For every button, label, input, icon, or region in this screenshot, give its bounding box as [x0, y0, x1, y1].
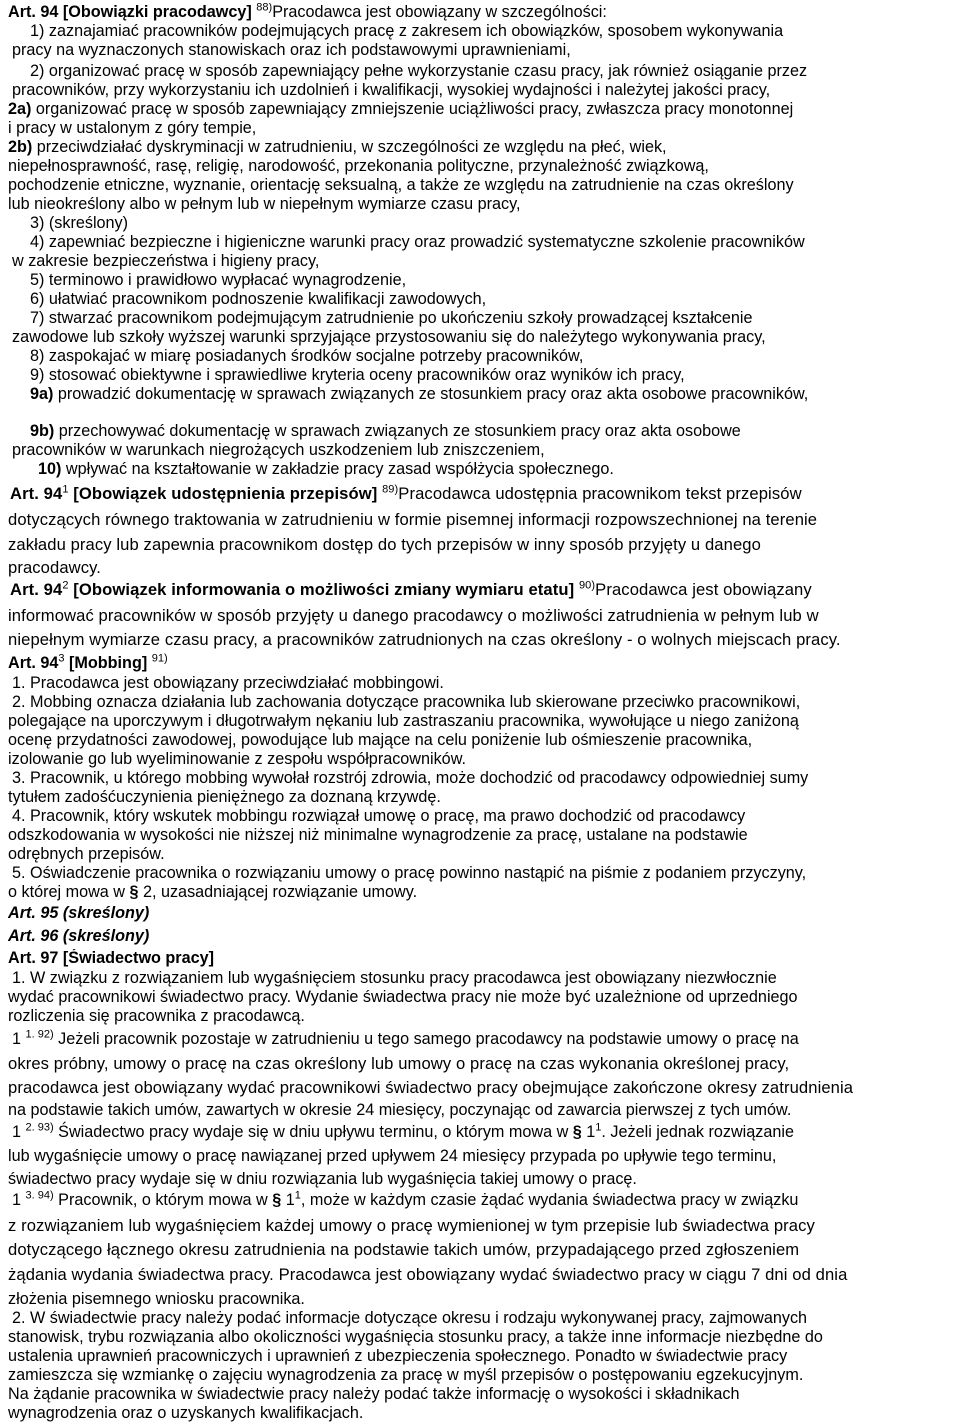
art94-2-heading-line	[8, 577, 952, 603]
art94-1-text: Pracodawca udostępnia pracownikom tekst przepisów	[398, 484, 802, 503]
art94-3-par-4-line-2: odszkodowania w wysokości nie niższej niż minimalne wynagrodzenie za pracę, ustalane na podstawie	[8, 826, 748, 844]
item-number: 10)	[38, 460, 62, 478]
art94-1-line-2: dotyczących równego traktowania w zatrudnieniu w formie pisemnej informacji rozpowszechnionej na terenie	[8, 510, 818, 529]
art97-par-1-2-line-1	[12, 1119, 956, 1143]
art94-3-heading-line	[8, 652, 952, 674]
superscript: 1. 92)	[25, 1028, 54, 1041]
art94-item-4-line-1: 4) zapewniać bezpieczne i higieniczne warunki pracy oraz prowadzić systematyczne szkolenie pracowników	[30, 233, 805, 251]
section-sign: §	[272, 1191, 282, 1209]
art97-par-1-1-line-4: na podstawie takich umów, zawartych w okresie 24 miesięcy, poczynając od zawarcia pierwszej z tych umów.	[8, 1101, 792, 1119]
art94-intro: Pracodawca jest obowiązany w szczególności:	[272, 3, 607, 21]
item-number: 9b)	[30, 422, 55, 440]
footnote-ref: 88)	[256, 3, 273, 14]
art94-item-9b-line-2: pracowników w warunkach niegrożących uszkodzeniem lub zniszczeniem,	[12, 441, 545, 459]
art97-par-1-1-line-1	[12, 1026, 956, 1050]
art94-2-heading: Art. 94	[10, 580, 63, 599]
art94-3-heading: Art. 94	[8, 654, 59, 672]
art95-heading: Art. 95 (skreślony)	[8, 904, 150, 922]
art94-2-text: Pracodawca jest obowiązany	[595, 580, 812, 599]
art94-item-2b-line-4: lub nieokreślony albo w pełnym lub w niepełnym wymiarze czasu pracy,	[8, 195, 521, 213]
art97-par-1-3-line-2: z rozwiązaniem lub wygaśnięciem każdej umowy o pracę wymienionej w tym przepisie lub świadectwa pracy	[8, 1216, 815, 1235]
art94-3-par-4-line-1: 4. Pracownik, który wskutek mobbingu rozwiązał umowę o pracę, ma prawo dochodzić od pracodawcy	[12, 807, 746, 825]
art94-item-7-line-2: zawodowe lub szkoły wyższej warunki sprzyjające przystosowaniu się do należytego wykonywania pracy,	[12, 328, 766, 346]
art97-par-1-2-line-2: lub wygaśnięcie umowy o pracę nawiązanej przed upływem 24 miesięcy przypada po upływie tego terminu,	[8, 1147, 777, 1165]
superscript: 1	[62, 483, 69, 496]
section-sign: §	[129, 883, 139, 901]
art94-item-4-line-2: w zakresie bezpieczeństwa i higieny pracy,	[12, 252, 320, 270]
text-run: o której mowa w	[8, 883, 130, 901]
art94-3-par-3-line-2: tytułem zadośćuczynienia pieniężnego za doznaną krzywdę.	[8, 788, 441, 806]
art94-item-2b-line-1	[8, 138, 952, 157]
art94-3-title: [Mobbing]	[69, 654, 148, 672]
text-run: 1	[581, 1123, 596, 1141]
text-run: . Jeżeli jednak rozwiązanie	[601, 1123, 794, 1141]
section-sign: §	[572, 1123, 582, 1141]
art94-item-1-line-2: pracy na wyznaczonych stanowiskach oraz ich podstawowymi uprawnieniami,	[12, 41, 571, 59]
art94-heading-line	[8, 3, 952, 22]
art94-item-9b-line-1	[30, 422, 952, 441]
art94-item-6: 6) ułatwiać pracownikom podnoszenie kwalifikacji zawodowych,	[30, 290, 487, 308]
footnote-ref: 91)	[151, 652, 168, 665]
art97-par-2-line-1: 2. W świadectwie pracy należy podać informacje dotyczące okresu i rodzaju wykonywanej pracy, zajmowanych	[12, 1309, 808, 1327]
item-text: prowadzić dokumentację w sprawach związanych ze stosunkiem pracy oraz akta osobowe pracowników,	[53, 385, 809, 403]
art97-par-1-line-3: rozliczenia się pracownika z pracodawcą.	[8, 1007, 305, 1025]
art94-item-8: 8) zaspokajać w miarę posiadanych środków socjalne potrzeby pracowników,	[30, 347, 584, 365]
art94-3-par-4-line-3: odrębnych przepisów.	[8, 845, 165, 863]
art97-heading: Art. 97 [Świadectwo pracy]	[8, 949, 215, 967]
art94-item-3: 3) (skreślony)	[30, 214, 129, 232]
art94-1-line-4: pracodawcy.	[8, 558, 102, 577]
art94-heading: Art. 94 [Obowiązki pracodawcy]	[8, 3, 252, 21]
footnote-ref: 89)	[382, 483, 399, 496]
art94-1-heading-line	[8, 482, 952, 506]
text-run: 1	[281, 1191, 295, 1209]
art97-par-1-2-line-3: świadectwo pracy wydaje się w dniu rozwiązania lub wygaśnięcia takiej umowy o pracę.	[8, 1170, 637, 1188]
art94-3-par-5-line-2	[8, 883, 952, 902]
art94-item-2a-line-2: i pracy w ustalonym z góry tempie,	[8, 119, 257, 137]
item-text: organizować pracę w sposób zapewniający zmniejszenie uciążliwości pracy, zwłaszcza pracy monotonnej	[31, 100, 794, 118]
text-run: Pracownik, o którym mowa w	[53, 1191, 273, 1209]
art94-item-10	[38, 460, 960, 479]
art97-par-2-line-3: ustalenia uprawnień pracowniczych i uprawnień z ubezpieczenia społecznego. Ponadto w świadectwie pracy	[8, 1347, 788, 1365]
item-text: przeciwdziałać dyskryminacji w zatrudnieniu, w szczególności ze względu na płeć, wiek,	[32, 138, 667, 156]
text-run: Jeżeli pracownik pozostaje w zatrudnieniu u tego samego pracodawcy na podstawie umowy o pracę na	[53, 1030, 799, 1048]
art94-item-9a	[30, 385, 952, 404]
art94-1-heading: Art. 94	[10, 484, 63, 503]
art94-3-par-2-line-4: izolowanie go lub wyeliminowanie z zespołu współpracowników.	[8, 750, 466, 768]
art94-item-9: 9) stosować obiektywne i sprawiedliwe kryteria oceny pracowników oraz wyników ich pracy,	[30, 366, 685, 384]
text-run: 2, uzasadniającej rozwiązanie umowy.	[138, 883, 418, 901]
art94-3-par-2-line-1: 2. Mobbing oznacza działania lub zachowania dotyczące pracownika lub skierowane przeciwko pracownikowi,	[12, 693, 801, 711]
text-run: Świadectwo pracy wydaje się w dniu upływu terminu, o którym mowa w	[53, 1123, 573, 1141]
art97-par-1-3-line-4: żądania wydania świadectwa pracy. Pracodawca jest obowiązany wydać świadectwo pracy w ciągu 7 dni od dnia	[8, 1265, 848, 1284]
art97-par-2-line-2: stanowisk, trybu rozwiązania albo okoliczności wygaśnięcia stosunku pracy, a także inne informacje niezbędne do	[8, 1328, 823, 1346]
art94-item-2-line-2: pracowników, przy wykorzystaniu ich uzdolnień i kwalifikacji, wysokiej wydajności i należytej jakości pracy,	[12, 81, 771, 99]
art94-2-title: [Obowiązek informowania o możliwości zmiany wymiaru etatu]	[73, 580, 575, 599]
art96-heading: Art. 96 (skreślony)	[8, 927, 150, 945]
paragraph-number: 1	[12, 1191, 22, 1209]
superscript: 3. 94)	[25, 1189, 54, 1202]
art94-3-par-1: 1. Pracodawca jest obowiązany przeciwdziałać mobbingowi.	[12, 674, 444, 692]
art94-item-7-line-1: 7) stwarzać pracownikom podejmującym zatrudnienie po ukończeniu szkoły prowadzącej kształcenie	[30, 309, 753, 327]
superscript: 1	[294, 1189, 301, 1202]
art97-par-2-line-5: Na żądanie pracownika w świadectwie pracy należy podać także informację o wysokości i składnikach	[8, 1385, 740, 1403]
art97-par-1-3-line-5: złożenia pisemnego wniosku pracownika.	[8, 1290, 305, 1308]
item-text: wpływać na kształtowanie w zakładzie pracy zasad współżycia społecznego.	[61, 460, 614, 478]
text-run: , może w każdym czasie żądać wydania świadectwa pracy w związku	[300, 1191, 799, 1209]
superscript: 1	[595, 1121, 602, 1134]
item-text: przechowywać dokumentację w sprawach związanych ze stosunkiem pracy oraz akta osobowe	[54, 422, 741, 440]
art94-item-5: 5) terminowo i prawidłowo wypłacać wynagrodzenie,	[30, 271, 407, 289]
art94-3-par-2-line-2: polegające na uporczywym i długotrwałym nękaniu lub zastraszaniu pracownika, wywołujące u niego zaniżoną	[8, 712, 799, 730]
art97-par-1-3-line-3: dotyczącego łącznego okresu zatrudnienia na podstawie takich umów, przypadającego przed zgłoszeniem	[8, 1240, 800, 1259]
item-number: 9a)	[30, 385, 54, 403]
art94-item-2a-line-1	[8, 100, 952, 119]
art94-item-2b-line-2: niepełnosprawność, rasę, religię, narodowość, przekonania polityczne, przynależność związkową,	[8, 157, 709, 175]
art94-item-2b-line-3: pochodzenie etniczne, wyznanie, orientację seksualną, a także ze względu na zatrudnienie na czas określony	[8, 176, 794, 194]
art94-3-par-5-line-1: 5. Oświadczenie pracownika o rozwiązaniu umowy o pracę powinno nastąpić na piśmie z podaniem przyczyny,	[12, 864, 807, 882]
art94-item-1-line-1: 1) zaznajamiać pracowników podejmujących pracę z zakresem ich obowiązków, sposobem wykonywania	[30, 22, 784, 40]
art97-par-1-3-line-1	[12, 1187, 956, 1211]
footnote-ref: 90)	[578, 579, 596, 592]
art97-par-1-line-1: 1. W związku z rozwiązaniem lub wygaśnięciem stosunku pracy pracodawca jest obowiązany niezwłocznie	[12, 969, 777, 987]
art97-par-1-line-2: wydać pracownikowi świadectwo pracy. Wydanie świadectwa pracy nie może być uzależnione od uprzedniego	[8, 988, 798, 1006]
art97-par-1-1-line-2: okres próbny, umowy o pracę na czas określony lub umowy o pracę na czas wykonania określonej pracy,	[8, 1054, 790, 1073]
superscript: 3	[58, 652, 65, 665]
item-number: 2b)	[8, 138, 33, 156]
paragraph-number: 1	[12, 1123, 22, 1141]
paragraph-number: 1	[12, 1030, 22, 1048]
superscript: 2. 93)	[25, 1121, 54, 1134]
art94-item-2-line-1: 2) organizować pracę w sposób zapewniający pełne wykorzystanie czasu pracy, jak również osiąganie przez	[30, 62, 808, 80]
art94-2-line-3: niepełnym wymiarze czasu pracy, a pracowników zatrudnionych na czas określony - o wolnych miejscach pracy.	[8, 630, 841, 649]
art97-par-2-line-4: zamieszcza się wzmiankę o zajęciu wynagrodzenia za pracę w myśl przepisów o postępowaniu egzekucyjnym.	[8, 1366, 804, 1384]
item-number: 2a)	[8, 100, 32, 118]
art94-2-line-2: informować pracowników w sposób przyjęty u danego pracodawcy o możliwości zatrudnienia w pełnym lub w	[8, 606, 819, 625]
art94-1-title: [Obowiązek udostępnienia przepisów]	[73, 484, 378, 503]
art94-1-line-3: zakładu pracy lub zapewnia pracownikom dostęp do tych przepisów w inny sposób przyjęty u danego	[8, 535, 761, 554]
art97-par-1-1-line-3: pracodawca jest obowiązany wydać pracownikowi świadectwo pracy obejmujące zakończone okresy zatrudnienia	[8, 1078, 854, 1097]
art97-par-2-line-6: wynagrodzenia oraz o uzyskanych kwalifikacjach.	[8, 1404, 364, 1422]
superscript: 2	[62, 579, 69, 592]
art94-3-par-3-line-1: 3. Pracownik, u którego mobbing wywołał rozstrój zdrowia, może dochodzić od pracodawcy odpowiedniej sumy	[12, 769, 809, 787]
art94-3-par-2-line-3: ocenę przydatności zawodowej, powodujące lub mające na celu poniżenie lub ośmieszenie pracownika,	[8, 731, 753, 749]
